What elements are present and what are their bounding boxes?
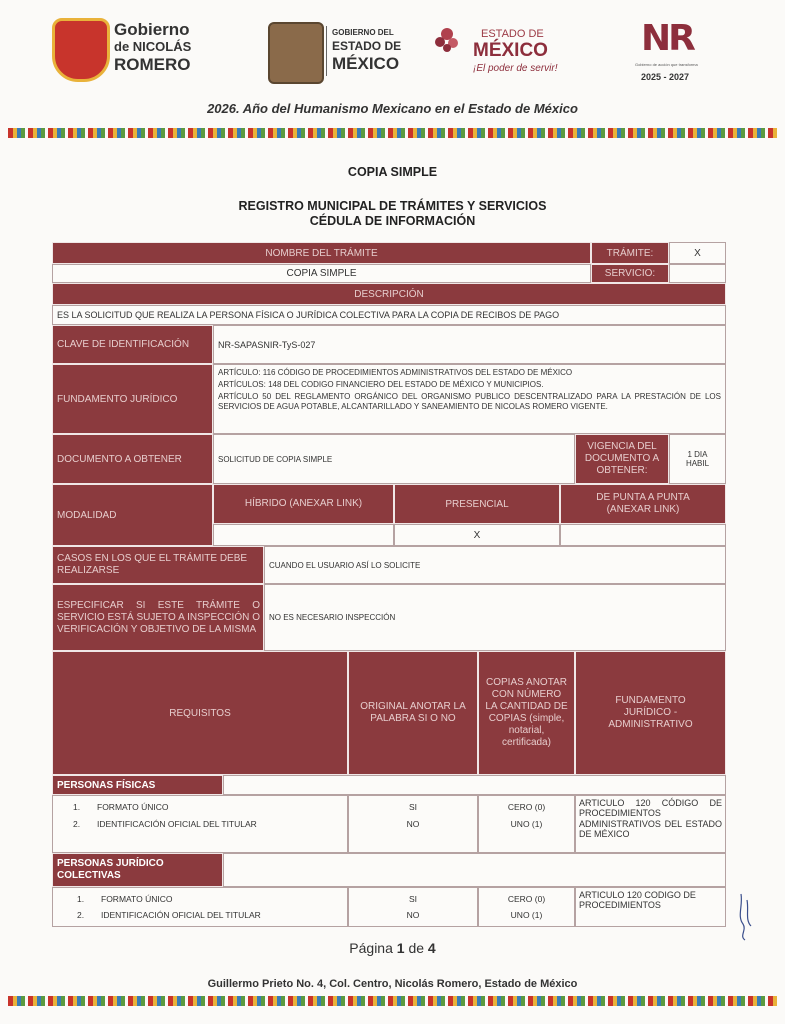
pf-item-1-copias: CERO (0)	[507, 802, 546, 812]
personas-juridicas-original	[348, 887, 478, 927]
casos-value: CUANDO EL USUARIO ASÍ LO SOLICITE	[264, 546, 726, 584]
personas-fisicas-filler	[223, 775, 726, 795]
info-table	[52, 242, 726, 932]
fundamento-line-1: ARTÍCULO: 116 CÓDIGO DE PROCEDIMIENTOS ADMINISTRATIVOS DEL ESTADO DE MÉXICO	[218, 368, 573, 377]
clave-value: NR-SAPASNIR-TyS-027	[213, 325, 726, 364]
fundamento-line-3: ARTÍCULO 50 DEL REGLAMENTO ORGÁNICO DEL ORGANISMO PUBLICO DESCENTRALIZADO PARA LA PRESTACIÓN DE LOS SERVICIOS DE AGUA POTABLE, ALCANTARILLADO Y SANEAMIENTO DE NICOLAS ROMERO VIGENTE.	[218, 392, 721, 411]
nr-monogram: NR	[641, 18, 693, 59]
punta-label: DE PUNTA A PUNTA (ANEXAR LINK)	[560, 484, 726, 524]
vigencia-value: 1 DIA HABIL	[669, 434, 726, 484]
original-header: ORIGINAL ANOTAR LA PALABRA SI O NO	[348, 651, 478, 775]
pf-item-2-name: IDENTIFICACIÓN OFICIAL DEL TITULAR	[97, 819, 257, 829]
doc-title-registry: REGISTRO MUNICIPAL DE TRÁMITES Y SERVICIOS	[238, 199, 547, 213]
fundamento-admin-header: FUNDAMENTO JURÍDICO - ADMINISTRATIVO	[575, 651, 726, 775]
personas-fisicas-copias	[478, 795, 575, 853]
pj-item-2-num: 2.	[77, 910, 85, 920]
servicio-mark	[669, 264, 726, 283]
logo3-line2: MÉXICO	[473, 40, 548, 61]
tramite-mark: X	[669, 242, 726, 264]
municipal-seal-icon	[52, 18, 110, 82]
pj-item-2-copias: UNO (1)	[510, 910, 543, 920]
personas-fisicas-title: PERSONAS FÍSICAS	[52, 775, 223, 795]
nombre-value: COPIA SIMPLE	[52, 264, 591, 283]
copias-header: COPIAS ANOTAR CON NÚMERO LA CANTIDAD DE COPIAS (simple, notarial, certificada)	[478, 651, 575, 775]
logo2-line2: ESTADO DE	[332, 39, 402, 53]
personas-juridicas-title: PERSONAS JURÍDICO COLECTIVAS	[52, 853, 223, 887]
pj-item-2-original: NO	[406, 910, 420, 920]
page-number: 1	[396, 940, 405, 956]
pf-fundamento: ARTICULO 120 CÓDIGO DE PROCEDIMIENTOS ADMINISTRATIVOS DEL ESTADO DE MÉXICO	[575, 795, 726, 853]
fundamento-label: FUNDAMENTO JURÍDICO	[52, 364, 213, 434]
logo2-line3: MÉXICO	[332, 54, 400, 73]
punta-mark	[560, 524, 726, 546]
pj-item-2-name: IDENTIFICACIÓN OFICIAL DEL TITULAR	[101, 910, 261, 920]
hibrido-mark	[213, 524, 394, 546]
logo2-line1: GOBIERNO DEL	[332, 28, 394, 37]
servicio-label: SERVICIO:	[591, 264, 669, 283]
pf-item-2-num: 2.	[73, 819, 81, 829]
pj-fundamento: ARTICULO 120 CODIGO DE PROCEDIMIENTOS	[575, 887, 726, 927]
inspeccion-value: NO ES NECESARIO INSPECCIÓN	[264, 584, 726, 651]
decorative-border-top	[8, 128, 777, 138]
personas-juridicas-copias	[478, 887, 575, 927]
pf-item-1-num: 1.	[73, 802, 81, 812]
fundamento-value	[213, 364, 726, 434]
descripcion-value: ES LA SOLICITUD QUE REALIZA LA PERSONA FÍSICA O JURÍDICA COLECTIVA PARA LA COPIA DE RECIBOS DE PAGO	[52, 305, 726, 325]
page-header	[0, 0, 785, 100]
logo1-line1: Gobierno	[114, 20, 190, 39]
doc-title-copy: COPIA SIMPLE	[347, 165, 438, 179]
logo4-line1: Gobierno de acción que transforma	[635, 62, 698, 67]
hibrido-label: HÍBRIDO (ANEXAR LINK)	[213, 484, 394, 524]
casos-label: CASOS EN LOS QUE EL TRÁMITE DEBE REALIZARSE	[52, 546, 264, 584]
pj-item-1-copias: CERO (0)	[507, 894, 546, 904]
fundamento-line-2: ARTÍCULOS: 148 DEL CODIGO FINANCIERO DEL ESTADO DE MÉXICO Y MUNICIPIOS.	[218, 380, 544, 390]
documento-value: SOLICITUD DE COPIA SIMPLE	[213, 434, 575, 484]
pj-item-1-original: SI	[408, 894, 418, 904]
pf-item-1-name: FORMATO ÚNICO	[97, 802, 169, 812]
year-motto: 2026. Año del Humanismo Mexicano en el Estado de México	[207, 101, 578, 116]
descripcion-header: DESCRIPCIÓN	[52, 283, 726, 305]
inspeccion-label: ESPECIFICAR SI ESTE TRÁMITE O SERVICIO ESTÁ SUJETO A INSPECCIÓN O VERIFICACIÓN Y OBJETIVO DE LA MISMA	[52, 584, 264, 651]
pf-item-2-copias: UNO (1)	[510, 819, 543, 829]
decorative-border-bottom	[8, 996, 777, 1006]
page-indicator	[0, 940, 785, 956]
doc-title-cedula: CÉDULA DE INFORMACIÓN	[309, 214, 476, 228]
modalidad-label: MODALIDAD	[52, 484, 213, 546]
pf-item-2-original: NO	[406, 819, 420, 829]
logo3-line3: ¡El poder de servir!	[473, 63, 558, 74]
personas-fisicas-requisitos	[52, 795, 348, 853]
logo-divider	[326, 26, 327, 76]
page-mid: de	[408, 940, 425, 956]
page-total: 4	[427, 940, 436, 956]
logo4-line2: 2025 - 2027	[641, 72, 690, 82]
documento-label: DOCUMENTO A OBTENER	[52, 434, 213, 484]
personas-juridicas-requisitos	[52, 887, 348, 927]
pj-item-1-name: FORMATO ÚNICO	[101, 894, 173, 904]
state-seal-icon	[268, 22, 324, 84]
pf-item-1-original: SI	[408, 802, 418, 812]
logo1-line3: ROMERO	[114, 55, 191, 74]
personas-juridicas-filler	[223, 853, 726, 887]
flower-icon	[433, 26, 461, 54]
signature-mark-icon	[733, 890, 759, 942]
presencial-label: PRESENCIAL	[394, 484, 560, 524]
tramite-label: TRÁMITE:	[591, 242, 669, 264]
logo3-line1: ESTADO DE	[481, 28, 544, 40]
footer-address: Guillermo Prieto No. 4, Col. Centro, Nicolás Romero, Estado de México	[207, 978, 578, 990]
vigencia-label: VIGENCIA DEL DOCUMENTO A OBTENER:	[575, 434, 669, 484]
presencial-mark: X	[394, 524, 560, 546]
requisitos-header: REQUISITOS	[52, 651, 348, 775]
logo1-line2: de NICOLÁS	[114, 39, 192, 54]
clave-label: CLAVE DE IDENTIFICACIÓN	[52, 325, 213, 364]
nombre-header: NOMBRE DEL TRÁMITE	[52, 242, 591, 264]
page-prefix: Página	[349, 940, 393, 956]
personas-fisicas-original	[348, 795, 478, 853]
pj-item-1-num: 1.	[77, 894, 85, 904]
